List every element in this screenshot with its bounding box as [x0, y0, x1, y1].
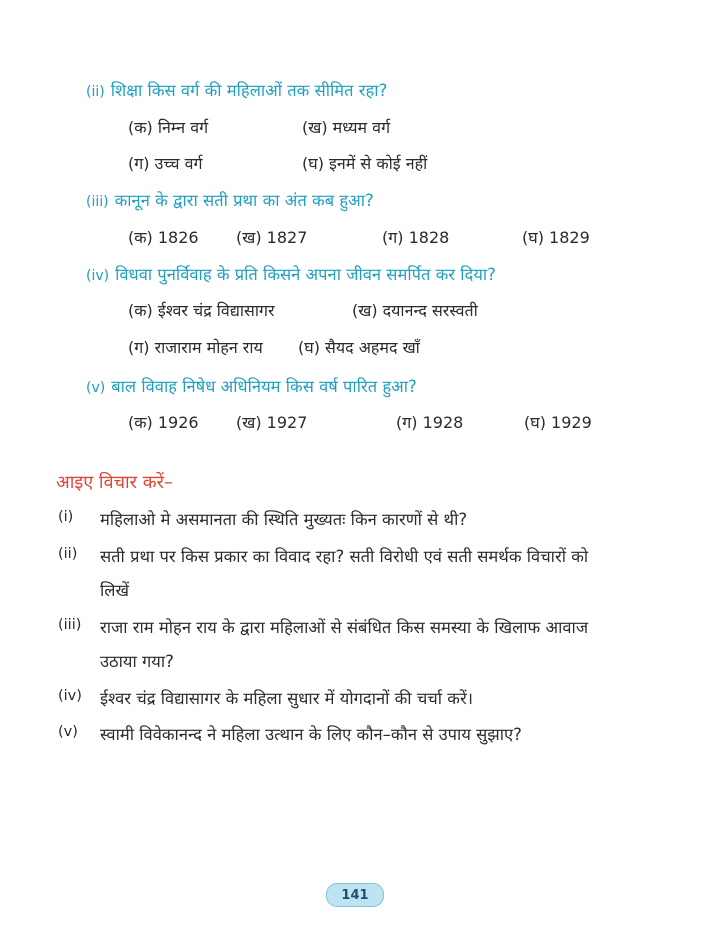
mcq-question [86, 374, 417, 397]
question-text: बाल विवाह निषेध अधिनियम किस वर्ष पारित हुआ? [111, 377, 417, 396]
option: (ग) 1828 [382, 228, 450, 247]
question-text-continued: उठाया गया? [100, 652, 174, 671]
question-number: (v) [86, 380, 106, 396]
question-text: स्वामी विवेकानन्द ने महिला उत्थान के लिए कौन–कौन से उपाय सुझाए? [100, 725, 522, 744]
question-text: महिलाओ मे असमानता की स्थिति मुख्यतः किन कारणों से थी? [100, 510, 468, 529]
question-number: (ii) [86, 84, 105, 100]
question-number: (i) [58, 509, 74, 525]
option: (ग) 1928 [396, 413, 464, 432]
question-number: (iii) [58, 617, 82, 633]
question-text: ईश्वर चंद्र विद्यासागर के महिला सुधार में योगदानों की चर्चा करें। [100, 689, 473, 708]
option: (ख) 1927 [236, 413, 308, 432]
question-number: (iv) [58, 688, 82, 704]
option: (ग) उच्च वर्ग [128, 154, 203, 173]
question-text-continued: लिखें [100, 581, 129, 600]
option: (घ) 1829 [522, 228, 590, 247]
mcq-question [86, 188, 374, 211]
question-text: सती प्रथा पर किस प्रकार का विवाद रहा? सती विरोधी एवं सती समर्थक विचारों को [100, 547, 589, 566]
mcq-question [86, 78, 387, 101]
option: (ख) मध्यम वर्ग [302, 118, 391, 137]
question-text: विधवा पुनर्विवाह के प्रति किसने अपना जीवन समर्पित कर दिया? [115, 265, 496, 284]
section-heading: आइए विचार करें– [56, 472, 173, 493]
option: (क) 1826 [128, 228, 199, 247]
option: (घ) 1929 [524, 413, 592, 432]
question-text: राजा राम मोहन राय के द्वारा महिलाओं से संबंधित किस समस्या के खिलाफ आवाज [100, 618, 589, 637]
option: (क) ईश्वर चंद्र विद्यासागर [128, 301, 275, 320]
question-text: शिक्षा किस वर्ग की महिलाओं तक सीमित रहा? [110, 81, 388, 100]
page-number: 141 [326, 883, 384, 907]
option: (घ) सैयद अहमद खाँ [298, 338, 420, 357]
option: (घ) इनमें से कोई नहीं [302, 154, 428, 173]
question-number: (iv) [86, 268, 110, 284]
question-text: कानून के द्वारा सती प्रथा का अंत कब हुआ? [114, 191, 374, 210]
question-number: (v) [58, 724, 78, 740]
option: (ख) 1827 [236, 228, 308, 247]
mcq-question [86, 262, 496, 285]
question-number: (iii) [86, 194, 109, 210]
option: (ख) दयानन्द सरस्वती [352, 301, 478, 320]
option: (क) 1926 [128, 413, 199, 432]
option: (क) निम्न वर्ग [128, 118, 209, 137]
option: (ग) राजाराम मोहन राय [128, 338, 263, 357]
question-number: (ii) [58, 546, 78, 562]
